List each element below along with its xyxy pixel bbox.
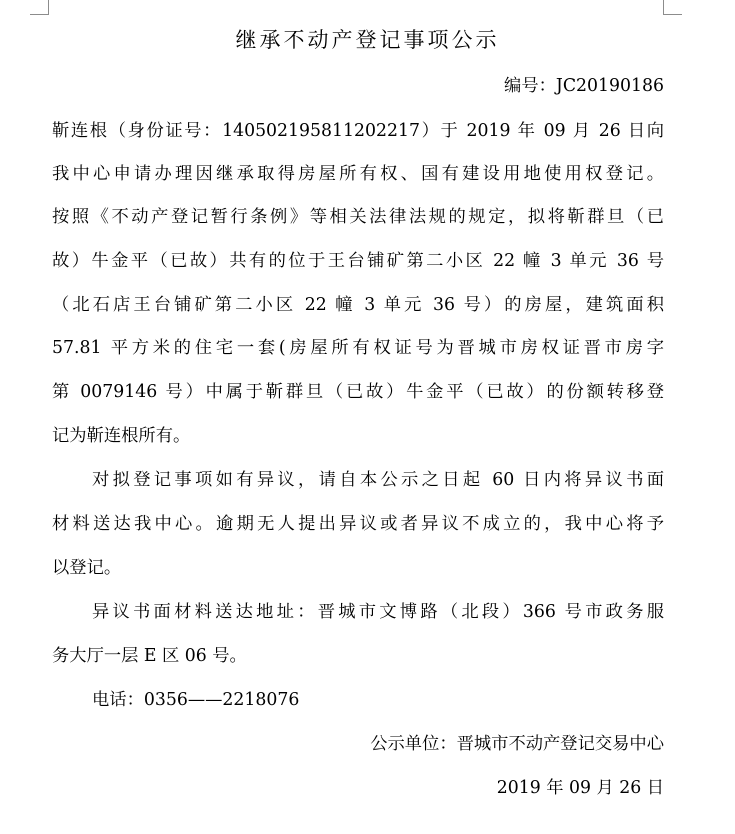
- issuer-line: 公示单位：晋城市不动产登记交易中心: [370, 734, 664, 754]
- body-line: （北石店王台铺矿第二小区 22 幢 3 单元 36 号）的房屋，建筑面积: [52, 295, 664, 315]
- body-line: 我中心申请办理因继承取得房屋所有权、国有建设用地使用权登记。: [52, 164, 664, 184]
- notice-title: 继承不动产登记事项公示: [235, 28, 500, 52]
- body-line: 记为靳连根所有。: [52, 426, 191, 446]
- body-line: 57.81 平方米的住宅一套(房屋所有权证号为晋城市房权证晋市房字: [52, 338, 664, 358]
- body-line: 故）牛金平（已故）共有的位于王台铺矿第二小区 22 幢 3 单元 36 号: [52, 251, 664, 271]
- objection-line: 材料送达我中心。逾期无人提出异议或者异议不成立的，我中心将予: [52, 514, 664, 534]
- objection-line: 以登记。: [52, 558, 122, 578]
- body-line: 靳连根（身份证号：140502195811202217）于 2019 年 09 月 26 日向: [52, 121, 664, 141]
- crop-mark-top-right: [663, 0, 682, 15]
- notice-number: 编号：JC20190186: [504, 76, 664, 96]
- address-line: 务大厅一层 E 区 06 号。: [52, 646, 247, 666]
- objection-line: 对拟登记事项如有异议，请自本公示之日起 60 日内将异议书面: [92, 470, 664, 490]
- body-line: 按照《不动产登记暂行条例》等相关法律法规的规定，拟将靳群旦（已: [52, 207, 664, 227]
- phone-line: 电话：0356——2218076: [92, 690, 300, 710]
- crop-mark-top-left: [30, 0, 49, 15]
- body-line: 第 0079146 号）中属于靳群旦（已故）牛金平（已故）的份额转移登: [52, 382, 664, 402]
- notice-date: 2019 年 09 月 26 日: [496, 778, 664, 798]
- address-line: 异议书面材料送达地址：晋城市文博路（北段）366 号市政务服: [92, 602, 664, 622]
